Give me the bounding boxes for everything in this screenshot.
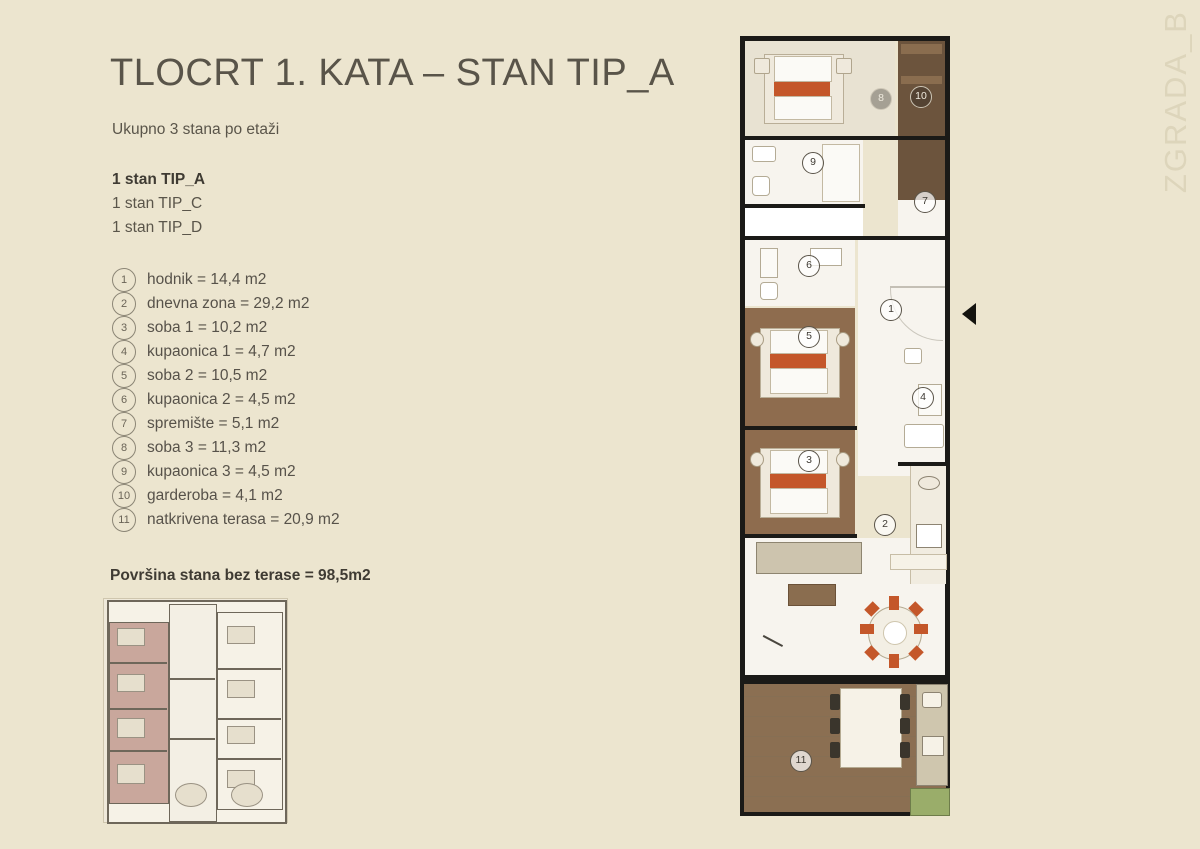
plan-marker-3: 3 — [798, 450, 820, 472]
floor-plan-drawing — [740, 36, 962, 816]
bathtub-fixture — [904, 424, 944, 448]
key-plan-wall — [217, 668, 281, 670]
legend-number-badge: 9 — [112, 460, 136, 484]
shower-area — [822, 144, 860, 202]
bed-throw — [770, 354, 826, 368]
room-legend — [112, 268, 340, 532]
outdoor-sink — [922, 692, 942, 708]
legend-label: kupaonica 2 = 4,5 m2 — [147, 391, 296, 408]
key-plan-table — [231, 783, 263, 807]
niche — [745, 208, 863, 236]
outdoor-chair — [900, 742, 910, 758]
plan-marker-1: 1 — [880, 299, 902, 321]
legend-number-badge: 6 — [112, 388, 136, 412]
dining-table-top — [883, 621, 907, 645]
key-plan-wall — [109, 750, 167, 752]
outdoor-chair — [900, 694, 910, 710]
kitchen-island — [890, 554, 947, 570]
plan-marker-6: 6 — [798, 255, 820, 277]
key-plan-furniture — [117, 718, 145, 738]
key-plan-furniture — [227, 726, 255, 744]
kitchen-sink — [918, 476, 940, 490]
key-plan-furniture — [227, 680, 255, 698]
bed-foot — [770, 488, 828, 514]
key-plan-wall — [169, 738, 215, 740]
key-plan-furniture — [117, 764, 145, 784]
wardrobe-shelf — [901, 76, 942, 84]
nightstand — [836, 452, 850, 467]
plan-marker-9: 9 — [802, 152, 824, 174]
legend-label: garderoba = 4,1 m2 — [147, 487, 283, 504]
legend-item — [112, 484, 340, 508]
legend-item — [112, 340, 340, 364]
legend-label: soba 3 = 11,3 m2 — [147, 439, 267, 456]
plan-marker-4: 4 — [912, 387, 934, 409]
plan-marker-11: 11 — [790, 750, 812, 772]
toilet-fixture — [760, 282, 778, 300]
legend-item — [112, 364, 340, 388]
bed-headboard — [774, 56, 832, 82]
key-plan-wall — [217, 758, 281, 760]
key-plan-wall — [109, 662, 167, 664]
key-plan-wall — [169, 678, 215, 680]
outdoor-chair — [900, 718, 910, 734]
building-label: ZGRADA_B — [1158, 10, 1193, 194]
legend-label: soba 1 = 10,2 m2 — [147, 319, 268, 336]
legend-item — [112, 292, 340, 316]
legend-label: dnevna zona = 29,2 m2 — [147, 295, 310, 312]
key-plan-furniture — [117, 628, 145, 646]
dining-chair — [860, 624, 874, 634]
legend-label: spremište = 5,1 m2 — [147, 415, 280, 432]
unit-item-d: 1 stan TIP_D — [112, 219, 203, 236]
entrance-arrow-icon — [962, 303, 976, 325]
key-plan-thumbnail — [103, 598, 288, 823]
key-plan-wall — [217, 718, 281, 720]
nightstand — [836, 58, 852, 74]
nightstand — [836, 332, 850, 347]
legend-number-badge: 8 — [112, 436, 136, 460]
coffee-table — [788, 584, 836, 606]
shower-fixture — [760, 248, 778, 278]
legend-item — [112, 436, 340, 460]
legend-label: hodnik = 14,4 m2 — [147, 271, 267, 288]
wardrobe-shelf — [901, 44, 942, 54]
legend-item — [112, 508, 340, 532]
legend-number-badge: 7 — [112, 412, 136, 436]
key-plan-furniture — [227, 626, 255, 644]
bed-throw — [770, 474, 826, 488]
dining-chair — [889, 596, 899, 610]
unit-item-c: 1 stan TIP_C — [112, 195, 203, 212]
legend-item — [112, 412, 340, 436]
bed-throw — [774, 82, 830, 96]
sofa — [756, 542, 862, 574]
outdoor-grill — [922, 736, 944, 756]
page-subtitle: Ukupno 3 stana po etaži — [112, 121, 280, 138]
key-plan-table — [175, 783, 207, 807]
key-plan-wall — [109, 708, 167, 710]
nightstand — [754, 58, 770, 74]
legend-item — [112, 316, 340, 340]
legend-number-badge: 2 — [112, 292, 136, 316]
legend-item — [112, 460, 340, 484]
bed-foot — [774, 96, 832, 120]
key-plan-furniture — [117, 674, 145, 692]
plan-marker-5: 5 — [798, 326, 820, 348]
outdoor-chair — [830, 742, 840, 758]
legend-number-badge: 3 — [112, 316, 136, 340]
toilet-fixture — [752, 176, 770, 196]
garden-patch — [910, 788, 950, 816]
legend-number-badge: 4 — [112, 340, 136, 364]
plan-marker-8: 8 — [870, 88, 892, 110]
legend-number-badge: 10 — [112, 484, 136, 508]
legend-label: kupaonica 3 = 4,5 m2 — [147, 463, 296, 480]
plan-marker-10: 10 — [910, 86, 932, 108]
plan-marker-7: 7 — [914, 191, 936, 213]
legend-number-badge: 11 — [112, 508, 136, 532]
page-title: TLOCRT 1. KATA – STAN TIP_A — [110, 52, 675, 94]
legend-item — [112, 388, 340, 412]
legend-label: soba 2 = 10,5 m2 — [147, 367, 268, 384]
total-area-text: Površina stana bez terase = 98,5m2 — [110, 567, 371, 584]
cooktop — [916, 524, 942, 548]
nightstand — [750, 332, 764, 347]
plan-marker-2: 2 — [874, 514, 896, 536]
sink-fixture — [752, 146, 776, 162]
outdoor-dining-table — [840, 688, 902, 768]
nightstand — [750, 452, 764, 467]
outdoor-chair — [830, 694, 840, 710]
dining-chair — [914, 624, 928, 634]
legend-number-badge: 1 — [112, 268, 136, 292]
outdoor-chair — [830, 718, 840, 734]
unit-list — [112, 168, 205, 240]
dining-chair — [889, 654, 899, 668]
legend-label: kupaonica 1 = 4,7 m2 — [147, 343, 296, 360]
unit-item-a: 1 stan TIP_A — [112, 171, 206, 188]
legend-number-badge: 5 — [112, 364, 136, 388]
legend-item — [112, 268, 340, 292]
legend-label: natkrivena terasa = 20,9 m2 — [147, 511, 340, 528]
bed-foot — [770, 368, 828, 394]
toilet-fixture — [904, 348, 922, 364]
